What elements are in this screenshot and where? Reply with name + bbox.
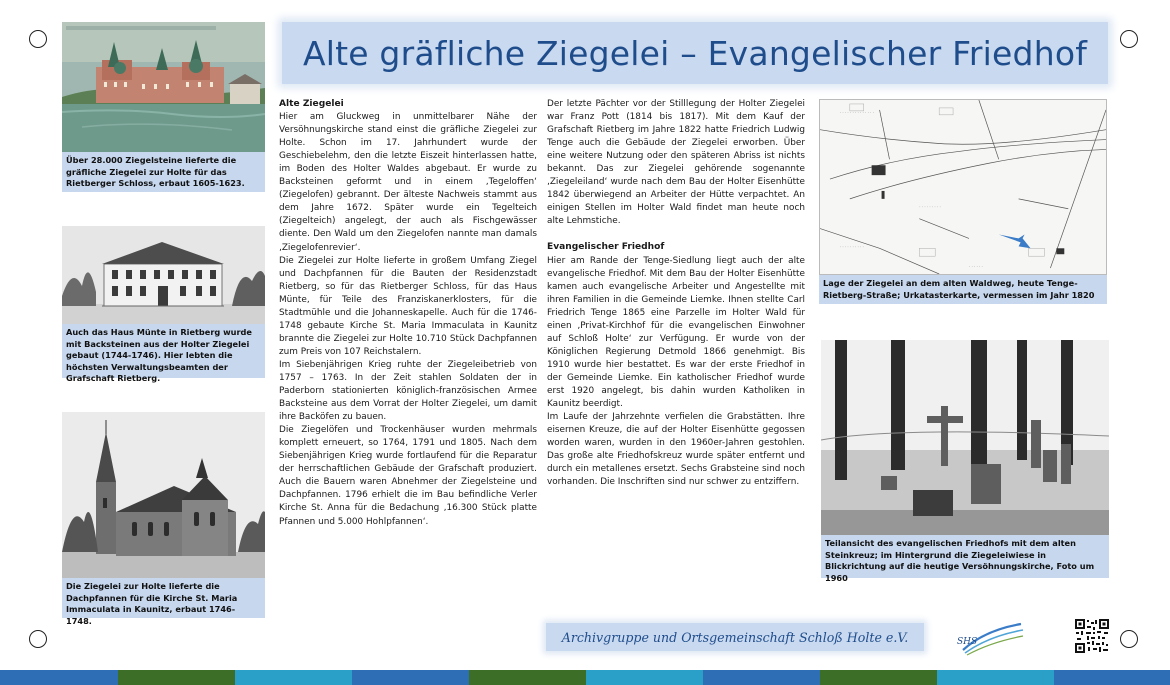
cadastral-map-image xyxy=(819,99,1107,275)
haus-muente-image xyxy=(62,226,265,324)
svg-text:· · · · · · · · · ·: · · · · · · · · · · xyxy=(839,244,864,250)
color-stripe xyxy=(469,670,586,685)
haus-muente-caption: Auch das Haus Münte in Rietberg wurde mit Backsteinen aus der Holter Ziegelei gebaut (1744-1746). Hier lebten die höchsten Verwaltungsbeamten der Grafschaft Rietberg. xyxy=(62,324,265,378)
mounting-hole-icon xyxy=(1120,630,1138,648)
svg-text:SHS: SHS xyxy=(957,637,978,647)
svg-text:· · · · · · · · · ·: · · · · · · · · · · · · · · xyxy=(839,109,874,115)
cemetery-caption: Teilansicht des evangelischen Friedhofs mit dem alten Steinkreuz; im Hintergrund die Ziegeleiwiese in Blickrichtung auf die heutige Versöhnungskirche, Foto um 1960 xyxy=(821,535,1109,578)
color-stripe xyxy=(352,670,469,685)
title-banner xyxy=(282,22,1108,84)
castle-caption: Über 28.000 Ziegelsteine lieferte die gräfliche Ziegelei zur Holte für das Rietberger Schloss, erbaut 1605-1623. xyxy=(62,152,265,192)
mounting-hole-icon xyxy=(29,30,47,48)
text-column-1 xyxy=(279,98,537,529)
qr-code-icon xyxy=(1075,619,1109,653)
paragraph: Der letzte Pächter vor der Stilllegung der Holter Ziegelei war Franz Pott (1814 bis 1817). Mit dem Kauf der Grafschaft Rietberg im Jahre 1822 hatte Friedrich Ludwig Tenge auch die Gebäude der Ziegelei erworben. Über eine weitere Nutzung oder den späteren Abriss ist nichts bekannt. Das zur Ziegelei gehörende sogenannte ‚Ziegeleiland‘ wurde nach dem Bau der Holter Eisenhütte 1842 überwiegend an Arbeiter der Hütte verpachtet. An einigen Stellen im Holter Wald findet man heute noch alte Lehmstiche. xyxy=(547,99,805,227)
section-heading-friedhof: Evangelischer Friedhof xyxy=(547,242,665,253)
paragraph: Die Ziegelei zur Holte lieferte in großem Umfang Ziegel und Dachpfannen für die Bauten der Residenzstadt Rietberg, so für das Rietberger Schloss, für das Haus Münte, für Teile des Franziskanerklosters, für die Stadtmühle und die Johanneskapelle. Auch für die 1746-1748 gebaute Kirche St. Maria Immaculata in Kaunitz brannte die Ziegelei zur Holte 10.710 Stück Dachpfannen zum Preis von 107 Reichstalern. xyxy=(279,255,537,357)
color-stripe xyxy=(0,670,118,685)
text-column-2 xyxy=(547,98,805,489)
svg-text:· · · · · · · · ·: · · · · · · · · · xyxy=(919,204,941,210)
paragraph: Im Siebenjährigen Krieg ruhte der Ziegeleibetrieb von 1757 – 1763. In der Zeit stahlen Soldaten der in Paderborn stationierten königlich-französischen Armee Backsteine aus dem Vorrat der Holter Ziegelei, um damit ihre Backöfen zu bauen. xyxy=(279,359,537,423)
mounting-hole-icon xyxy=(1120,30,1138,48)
color-stripe xyxy=(586,670,703,685)
section-heading-ziegelei: Alte Ziegelei xyxy=(279,99,344,109)
map-caption: Lage der Ziegelei an dem alten Waldweg, heute Tenge-Rietberg-Straße; Urkatasterkarte, vermessen im Jahr 1820 xyxy=(819,275,1107,304)
color-stripe xyxy=(118,670,235,685)
color-stripe xyxy=(1054,670,1170,685)
page-title: Alte gräfliche Ziegelei – Evangelischer Friedhof xyxy=(302,33,1088,73)
mounting-hole-icon xyxy=(29,630,47,648)
paragraph: Die Ziegelöfen und Trockenhäuser wurden mehrmals komplett erneuert, so 1764, 1791 und 1805. Nach dem Siebenjährigen Krieg wurde fortlaufend für die Reparatur der herrschaftlichen Gebäude der Grafschaft produziert. Auch die Bauern waren Abnehmer der Ziegelsteine und Dachpfannen. 1796 erhielt die im Bau befindliche Verler Kirche St. Anna für die Bedachung ‚16.300 Stück platte Pfannen und 5.000 Hohlpfannen‘. xyxy=(279,425,537,527)
cemetery-image xyxy=(821,340,1109,535)
church-image xyxy=(62,412,265,578)
svg-text:· · · · · ·: · · · · · · xyxy=(968,264,983,270)
color-stripe xyxy=(703,670,820,685)
color-stripe xyxy=(820,670,937,685)
castle-postcard-image xyxy=(62,22,265,152)
paragraph: Hier am Gluckweg in unmittelbarer Nähe der Versöhnungskirche stand einst die gräfliche Ziegelei zur Holte. Schon im 17. Jahrhundert wurde der Geschiebelehm, den die letzte Eiszeit hinterlassen hatte, im Boden des Holter Waldes abgebaut. Er wurde zu Backsteinen geformt und in einem ‚Tegeloffen‘ (Ziegelofen) gebrannt. Der älteste Nachweis stammt aus dem Jahre 1672. Später wurde ein Tegelteich (Ziegelteich) angelegt, der auch als Fischgewässer diente. Den Wald um den Ziegelofen nannte man damals ‚Ziegelofenrevier‘. xyxy=(279,112,537,253)
shs-logo-icon xyxy=(955,620,1025,656)
color-stripe xyxy=(937,670,1054,685)
footer-banner xyxy=(546,623,924,651)
organization-name: Archivgruppe und Ortsgemeinschaft Schloß Holte e.V. xyxy=(561,629,909,645)
paragraph: Hier am Rande der Tenge-Siedlung liegt auch der alte evangelische Friedhof. Mit dem Bau der Holter Eisenhütte kamen auch evangelische Arbeiter und Angestellte mit ihren Familien in die Gemeinde Liemke. Ihnen stellte Carl Friedrich Tenge 1865 eine Parzelle im Holter Wald für einen ‚Privat-Kirchhof für die evangelischen Einwohner auf Schloß Holte‘ zur Verfügung. Er wurde von der Königlichen Regierung Detmold 1866 genehmigt. Bis 1910 wurde hier bestattet. Es war der erste Friedhof in der Gemeinde Liemke. Ein katholischer Friedhof wurde erst 1920 angelegt, bis dahin wurden Katholiken in Kaunitz beerdigt. xyxy=(547,255,805,410)
color-stripe xyxy=(235,670,352,685)
church-caption: Die Ziegelei zur Holte lieferte die Dachpfannen für die Kirche St. Maria Immaculata in Kaunitz, erbaut 1746-1748. xyxy=(62,578,265,618)
paragraph: Im Laufe der Jahrzehnte verfielen die Grabstätten. Ihre eisernen Kreuze, die auf der Holter Eisenhütte gegossen worden waren, wurden in den 1960er-Jahren gestohlen. Das große alte Friedhofskreuz wurde später entfernt und durch ein metallenes ersetzt. Sechs Grabsteine sind noch vorhanden. Die Inschriften sind nur schwer zu entziffern. xyxy=(547,412,805,488)
